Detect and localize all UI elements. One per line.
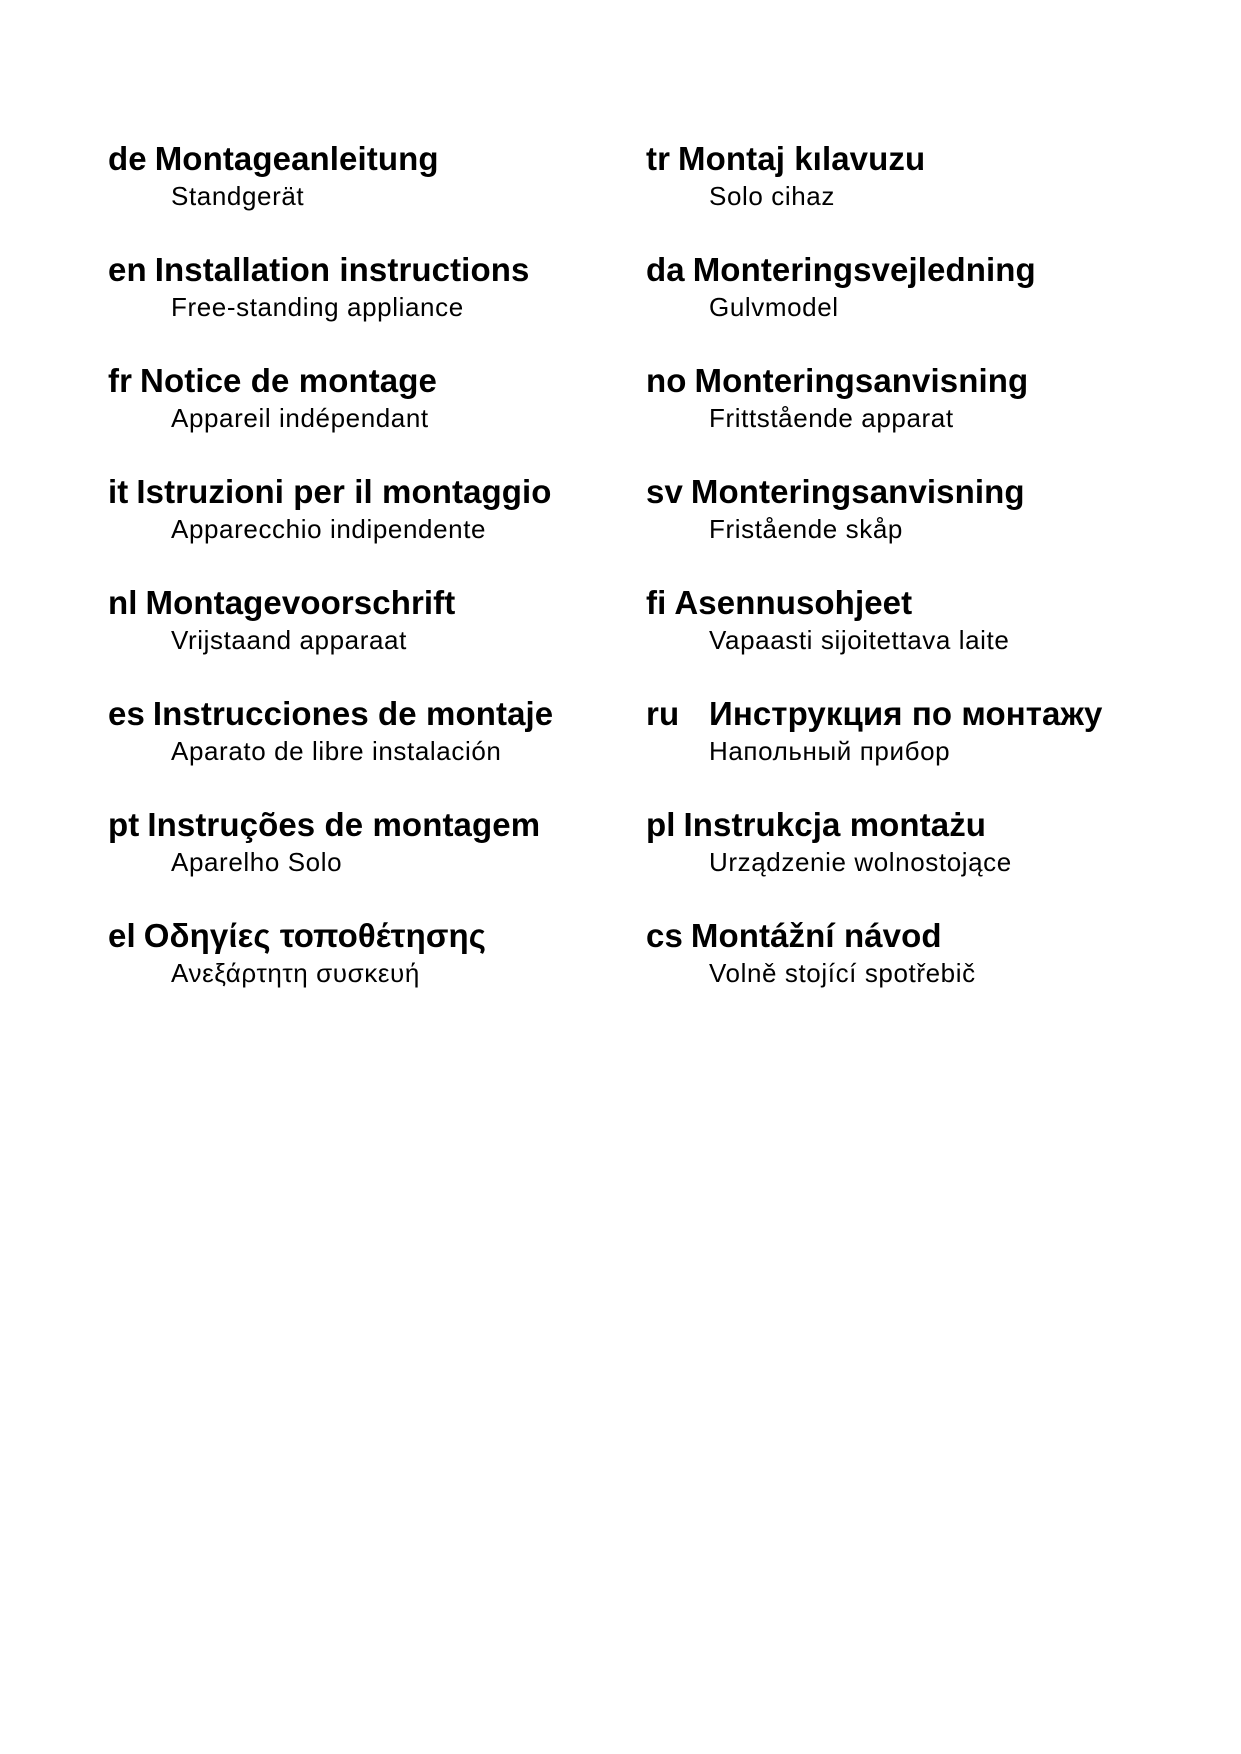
title-text: Asennusohjeet (674, 584, 913, 621)
language-code: ru (646, 695, 680, 732)
title-text: Instrukcja montażu (683, 806, 987, 843)
language-entry-tr (646, 140, 1206, 251)
entry-subtitle: Aparato de libre instalación (171, 736, 502, 766)
language-entry-pt (108, 806, 628, 917)
language-entry-de (108, 140, 628, 251)
entry-subtitle: Aparelho Solo (171, 847, 343, 877)
language-code: pt (108, 806, 140, 843)
title-text: Montážní návod (690, 917, 942, 954)
entry-title (108, 584, 628, 622)
language-entry-el (108, 917, 628, 1028)
title-text: Οδηγίες τοποθέτησης (143, 917, 487, 954)
entry-subtitle: Appareil indépendant (171, 403, 429, 433)
entry-subtitle: Solo cihaz (709, 181, 835, 211)
language-entry-fi (646, 584, 1206, 695)
language-entry-no (646, 362, 1206, 473)
language-entry-da (646, 251, 1206, 362)
entry-subtitle: Vapaasti sijoitettava laite (709, 625, 1010, 655)
entry-title (646, 917, 1206, 955)
language-code: el (108, 917, 136, 954)
language-code: fr (108, 362, 133, 399)
title-text: Instruções de montagem (147, 806, 541, 843)
title-text: Notice de montage (140, 362, 437, 399)
language-code: nl (108, 584, 138, 621)
language-entry-pl (646, 806, 1206, 917)
language-code: sv (646, 473, 683, 510)
entry-subtitle: Urządzenie wolnostojące (709, 847, 1012, 877)
language-code: es (108, 695, 145, 732)
title-text: Инструкция по монтажу (709, 695, 1103, 732)
entry-subtitle: Gulvmodel (709, 292, 839, 322)
language-entry-it (108, 473, 628, 584)
language-code: no (646, 362, 687, 399)
language-entry-fr (108, 362, 628, 473)
language-code: cs (646, 917, 683, 954)
language-code: en (108, 251, 147, 288)
title-text: Montagevoorschrift (145, 584, 456, 621)
language-entry-ru (646, 695, 1206, 806)
title-text: Montageanleitung (154, 140, 439, 177)
entry-subtitle: Напольный прибор (709, 736, 951, 766)
entry-title (646, 362, 1206, 400)
title-text: Monteringsanvisning (694, 362, 1029, 399)
title-text: Monteringsvejledning (692, 251, 1036, 288)
language-entry-nl (108, 584, 628, 695)
title-text: Installation instructions (154, 251, 530, 288)
entry-subtitle: Volně stojící spotřebič (709, 958, 976, 988)
entry-title (108, 362, 628, 400)
entry-subtitle: Standgerät (171, 181, 305, 211)
entry-title (108, 251, 628, 289)
left-language-column (108, 140, 628, 1028)
entry-title (646, 140, 1206, 178)
entry-title (108, 917, 628, 955)
entry-title (646, 584, 1206, 622)
language-code: it (108, 473, 129, 510)
entry-subtitle: Frittstående apparat (709, 403, 954, 433)
entry-subtitle: Free-standing appliance (171, 292, 464, 322)
title-text: Instrucciones de montaje (152, 695, 554, 732)
entry-title (646, 806, 1206, 844)
language-code: tr (646, 140, 671, 177)
entry-title (108, 806, 628, 844)
entry-title (108, 695, 628, 733)
title-text: Monteringsanvisning (690, 473, 1025, 510)
entry-subtitle: Ανεξάρτητη συσκευή (171, 958, 420, 988)
entry-subtitle: Vrijstaand apparaat (171, 625, 407, 655)
language-code: da (646, 251, 685, 288)
entry-title (646, 473, 1206, 511)
entry-title (646, 695, 1206, 733)
language-code: de (108, 140, 147, 177)
right-language-column (646, 140, 1206, 1028)
title-text: Istruzioni per il montaggio (136, 473, 552, 510)
entry-subtitle: Apparecchio indipendente (171, 514, 487, 544)
language-code: fi (646, 584, 667, 621)
entry-title (646, 251, 1206, 289)
language-entry-sv (646, 473, 1206, 584)
entry-title (108, 140, 628, 178)
entry-title (108, 473, 628, 511)
language-entry-en (108, 251, 628, 362)
entry-subtitle: Fristående skåp (709, 514, 903, 544)
language-entry-cs (646, 917, 1206, 1028)
language-code: pl (646, 806, 676, 843)
language-entry-es (108, 695, 628, 806)
title-text: Montaj kılavuzu (678, 140, 926, 177)
